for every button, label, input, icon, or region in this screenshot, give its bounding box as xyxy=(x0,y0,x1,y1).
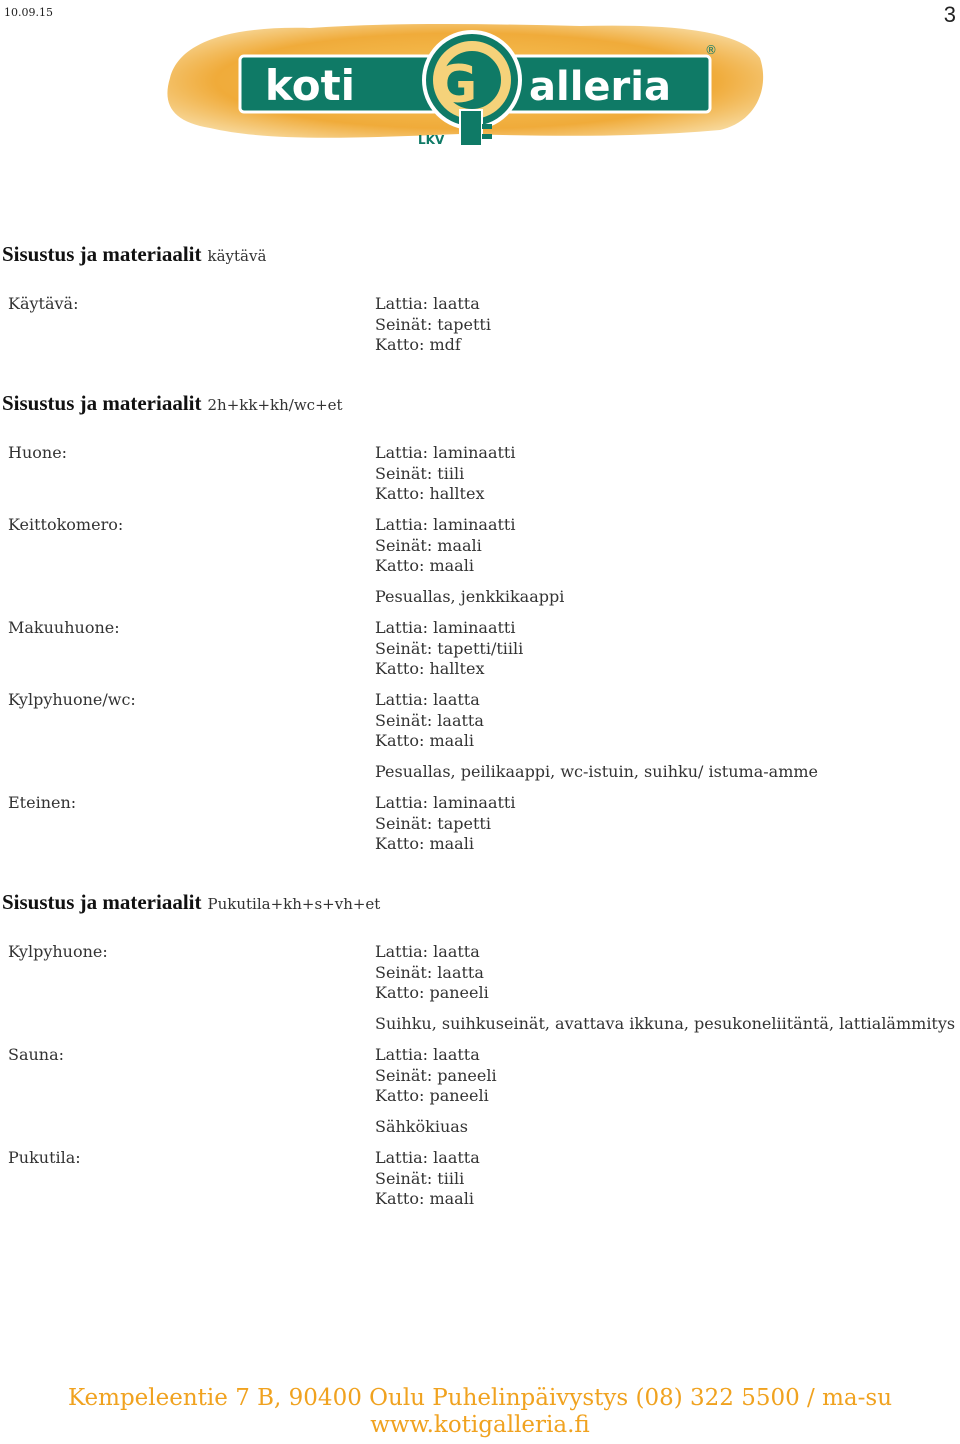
floor-material: Lattia: laatta xyxy=(375,942,480,961)
materials-kylpyhuone xyxy=(375,942,489,1004)
extras-kylpyhuone-wc: Pesuallas, peilikaappi, wc-istuin, suihku/ istuma-amme xyxy=(375,762,818,781)
floor-material: Lattia: laminaatti xyxy=(375,515,516,534)
room-label-huone: Huone: xyxy=(8,443,68,462)
wall-material: Seinät: maali xyxy=(375,535,482,555)
extras-kylpyhuone: Suihku, suihkuseinät, avattava ikkuna, pesukoneliitäntä, lattialämmitys xyxy=(375,1014,956,1033)
header-date: 10.09.15 xyxy=(4,6,53,19)
wall-material: Seinät: tiili xyxy=(375,1168,465,1188)
floor-material: Lattia: laminaatti xyxy=(375,443,516,462)
wall-material: Seinät: tapetti xyxy=(375,314,491,334)
ceiling-material: Katto: maali xyxy=(375,731,474,750)
materials-sauna xyxy=(375,1045,497,1107)
wall-material: Seinät: tapetti/tiili xyxy=(375,638,524,658)
materials-eteinen xyxy=(375,793,515,855)
floor-material: Lattia: laminaatti xyxy=(375,618,516,637)
ceiling-material: Katto: halltex xyxy=(375,484,485,503)
extras-sauna: Sähkökiuas xyxy=(375,1117,468,1136)
ceiling-material: Katto: maali xyxy=(375,1189,474,1208)
ceiling-material: Katto: maali xyxy=(375,556,474,575)
ceiling-material: Katto: halltex xyxy=(375,659,485,678)
ceiling-material: Katto: paneeli xyxy=(375,1086,489,1105)
materials-huone xyxy=(375,443,515,505)
logo-text-koti: koti xyxy=(264,61,356,110)
wall-material: Seinät: tapetti xyxy=(375,813,491,833)
section-title: Sisustus ja materiaalit xyxy=(2,391,202,415)
section-subtitle: käytävä xyxy=(207,247,267,265)
section-title: Sisustus ja materiaalit xyxy=(2,890,202,914)
floor-material: Lattia: laatta xyxy=(375,294,480,313)
wall-material: Seinät: tiili xyxy=(375,463,465,483)
materials-keittokomero xyxy=(375,515,515,577)
floor-material: Lattia: laatta xyxy=(375,1148,480,1167)
footer-website-link[interactable]: www.kotigalleria.fi xyxy=(370,1412,590,1438)
wall-material: Seinät: laatta xyxy=(375,710,484,730)
room-label-sauna: Sauna: xyxy=(8,1045,65,1064)
materials-kaytava xyxy=(375,294,491,356)
floor-material: Lattia: laatta xyxy=(375,690,480,709)
wall-material: Seinät: laatta xyxy=(375,962,484,982)
room-label-kylpyhuone-wc: Kylpyhuone/wc: xyxy=(8,690,136,709)
materials-pukutila xyxy=(375,1148,480,1210)
wall-material: Seinät: paneeli xyxy=(375,1065,497,1085)
ceiling-material: Katto: mdf xyxy=(375,335,461,354)
section-subtitle: Pukutila+kh+s+vh+et xyxy=(207,895,381,913)
ceiling-material: Katto: paneeli xyxy=(375,983,489,1002)
footer-address: Kempeleentie 7 B, 90400 Oulu Puhelinpäivystys (08) 322 5500 / ma-su xyxy=(67,1385,893,1411)
logo-text-alleria: alleria xyxy=(529,64,671,110)
logo-sub: LKV xyxy=(418,133,445,147)
room-label-makuuhuone: Makuuhuone: xyxy=(8,618,120,637)
logo-text-g: G xyxy=(434,55,478,115)
ceiling-material: Katto: maali xyxy=(375,834,474,853)
room-label-keittokomero: Keittokomero: xyxy=(8,515,124,534)
floor-material: Lattia: laminaatti xyxy=(375,793,516,812)
room-label-kylpyhuone: Kylpyhuone: xyxy=(8,942,108,961)
floor-material: Lattia: laatta xyxy=(375,1045,480,1064)
section-heading-kaytava xyxy=(2,242,266,267)
room-label-eteinen: Eteinen: xyxy=(8,793,77,812)
section-title: Sisustus ja materiaalit xyxy=(2,242,202,266)
section-heading-pukutila xyxy=(2,890,380,915)
materials-makuuhuone xyxy=(375,618,523,680)
registered-mark: ® xyxy=(705,43,717,57)
room-label-kaytava: Käytävä: xyxy=(8,294,79,313)
kotigalleria-logo xyxy=(160,18,770,150)
room-label-pukutila: Pukutila: xyxy=(8,1148,81,1167)
page-number: 3 xyxy=(943,2,956,27)
section-heading-2h xyxy=(2,391,343,416)
section-subtitle: 2h+kk+kh/wc+et xyxy=(207,396,343,414)
materials-kylpyhuone-wc xyxy=(375,690,484,752)
extras-keittokomero: Pesuallas, jenkkikaappi xyxy=(375,587,565,606)
